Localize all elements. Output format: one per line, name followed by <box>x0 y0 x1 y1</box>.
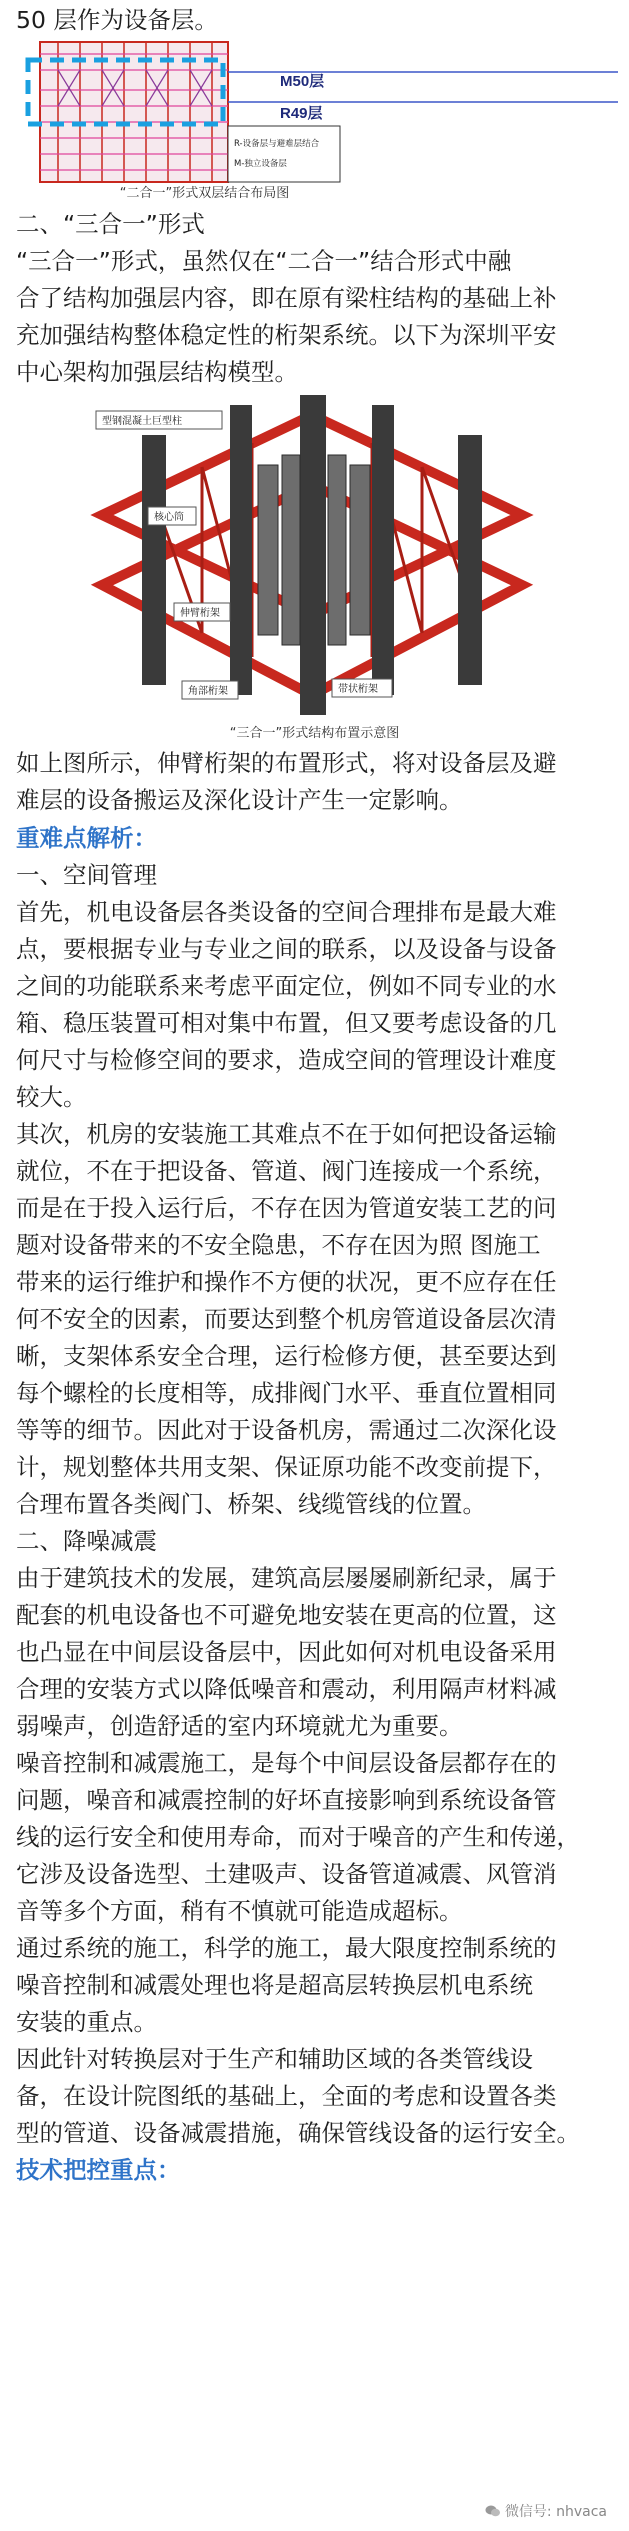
building-frame <box>40 42 228 182</box>
watermark-text: 微信号: nhvaca <box>504 2504 607 2520</box>
text-line: 等等的细节。因此对于设备机房，需通过二次深化设 <box>16 1416 557 1444</box>
text-line: “三合一”形式，虽然仅在“二合一”结合形式中融 <box>16 247 512 275</box>
text-line: 何不安全的因素，而要达到整个机房管道设备层次清 <box>16 1305 557 1333</box>
figure2-caption: “三合一”形式结构布置示意图 <box>229 726 400 741</box>
paragraph-noise-3 <box>16 1930 616 2041</box>
text-line: 因此针对转换层对于生产和辅助区域的各类管线设 <box>16 2045 533 2073</box>
heading-text: 重难点解析： <box>16 824 157 852</box>
figure-three-in-one-structure <box>82 395 542 715</box>
noise-heading <box>16 1523 616 1560</box>
text-line: 难层的设备搬运及深化设计产生一定影响。 <box>16 786 463 814</box>
heading-text: 二、降噪减震 <box>16 1527 157 1555</box>
text-line: 带来的运行维护和操作不方便的状况，更不应存在任 <box>16 1268 557 1296</box>
paragraph-noise-1 <box>16 1560 616 1745</box>
legend-m: M-独立设备层 <box>234 159 287 169</box>
text-line: 箱、稳压装置可相对集中布置，但又要考虑设备的几 <box>16 1009 557 1037</box>
text-line: 配套的机电设备也不可避免地安装在更高的位置，这 <box>16 1601 557 1629</box>
text-line: 何尺寸与检修空间的要求，造成空间的管理设计难度 <box>16 1046 557 1074</box>
wechat-icon <box>485 2504 501 2518</box>
text-line: 合了结构加强层内容，即在原有梁柱结构的基础上补 <box>16 284 557 312</box>
text-line: 合理布置各类阀门、桥架、线缆管线的位置。 <box>16 1490 486 1518</box>
text-line: 合理的安装方式以降低噪音和震动，利用隔声材料减 <box>16 1675 557 1703</box>
text-line: 噪音控制和减震处理也将是超高层转换层机电系统 <box>16 1971 533 1999</box>
label-outrigger-column: 型钢混凝土巨型柱 <box>102 416 182 427</box>
text-line: 50 层作为设备层。 <box>16 6 218 34</box>
text-line: 由于建筑技术的发展，建筑高层屡屡刷新纪录，属于 <box>16 1564 557 1592</box>
figure-two-in-one-diagram <box>18 40 618 185</box>
text-line: 而是在于投入运行后，不存在因为管道安装工艺的问 <box>16 1194 557 1222</box>
heading-text: 技术把控重点： <box>16 2156 181 2184</box>
figure1-caption: “二合一”形式双层结合布局图 <box>119 186 290 201</box>
text-line: 充加强结构整体稳定性的桁架系统。以下为深圳平安 <box>16 321 557 349</box>
paragraph-space-1 <box>16 894 616 1116</box>
paragraph-top <box>16 2 616 39</box>
text-line: 也凸显在中间层设备层中，因此如何对机电设备采用 <box>16 1638 557 1666</box>
difficulty-heading <box>16 820 616 857</box>
text-line: 安装的重点。 <box>16 2008 157 2036</box>
text-line: 问题，噪音和减震控制的好坏直接影响到系统设备管 <box>16 1786 557 1814</box>
tech-heading <box>16 2152 616 2189</box>
paragraph-noise-2 <box>16 1745 616 1930</box>
text-line: 弱噪声，创造舒适的室内环境就尤为重要。 <box>16 1712 463 1740</box>
label-m50: M50层 <box>280 73 325 90</box>
label-belt-truss: 带状桁架 <box>338 684 378 695</box>
text-line: 如上图所示，伸臂桁架的布置形式，将对设备层及避 <box>16 749 557 777</box>
text-line: 就位，不在于把设备、管道、阀门连接成一个系统， <box>16 1157 557 1185</box>
heading-text: 一、空间管理 <box>16 861 157 889</box>
label-r49: R49层 <box>280 105 323 122</box>
text-line: 点，要根据专业与专业之间的联系，以及设备与设备 <box>16 935 557 963</box>
paragraph-noise-4 <box>16 2041 616 2152</box>
text-line: 它涉及设备选型、土建吸声、设备管道减震、风管消 <box>16 1860 557 1888</box>
text-line: 型的管道、设备减震措施，确保管线设备的运行安全。 <box>16 2119 580 2147</box>
legend-box <box>228 126 340 182</box>
label-corner-truss: 角部桁架 <box>188 686 228 697</box>
legend-r: R-设备层与避难层结合 <box>234 139 320 149</box>
text-line: 较大。 <box>16 1083 87 1111</box>
space-heading <box>16 857 616 894</box>
label-arm-truss: 伸臂桁架 <box>180 608 220 619</box>
label-core: 核心筒 <box>154 512 184 523</box>
text-line: 噪音控制和减震施工，是每个中间层设备层都存在的 <box>16 1749 557 1777</box>
text-line: 音等多个方面，稍有不慎就可能造成超标。 <box>16 1897 463 1925</box>
paragraph-space-2 <box>16 1116 616 1523</box>
paragraph-after-figure2 <box>16 745 616 819</box>
wechat-watermark <box>479 2499 613 2523</box>
text-line: 中心架构加强层结构模型。 <box>16 358 298 386</box>
text-line: 通过系统的施工，科学的施工，最大限度控制系统的 <box>16 1934 557 1962</box>
text-line: 其次，机房的安装施工其难点不在于如何把设备运输 <box>16 1120 557 1148</box>
text-line: 备，在设计院图纸的基础上，全面的考虑和设置各类 <box>16 2082 557 2110</box>
text-line: 之间的功能联系来考虑平面定位，例如不同专业的水 <box>16 972 557 1000</box>
heading-text: 二、“三合一”形式 <box>16 210 205 238</box>
paragraph-intro <box>16 243 616 391</box>
text-line: 晰，支架体系安全合理，运行检修方便，甚至要达到 <box>16 1342 557 1370</box>
section-heading-three-in-one <box>16 206 616 243</box>
text-line: 每个螺栓的长度相等，成排阀门水平、垂直位置相同 <box>16 1379 557 1407</box>
text-line: 计，规划整体共用支架、保证原功能不改变前提下， <box>16 1453 557 1481</box>
text-line: 线的运行安全和使用寿命，而对于噪音的产生和传递， <box>16 1823 580 1851</box>
text-line: 首先，机电设备层各类设备的空间合理排布是最大难 <box>16 898 557 926</box>
text-line: 题对设备带来的不安全隐患，不存在因为照 图施工 <box>16 1231 541 1259</box>
